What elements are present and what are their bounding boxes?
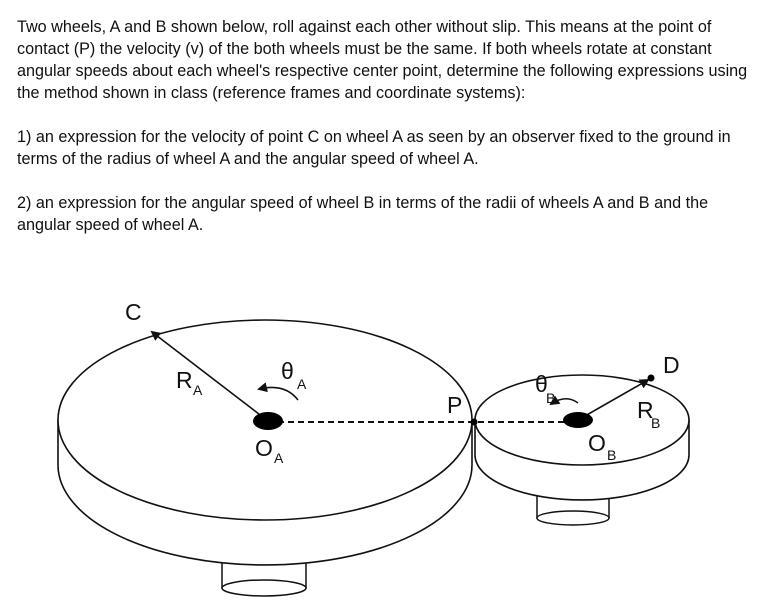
center-a-dot bbox=[253, 412, 283, 430]
label-theta-b-sub: B bbox=[546, 390, 556, 406]
question-2: 2) an expression for the angular speed of wheel B in terms of the radii of wheels A and B and the angular speed of wheel A. bbox=[17, 194, 709, 234]
label-center-b: O bbox=[588, 430, 606, 456]
label-radius-b: R bbox=[637, 397, 654, 423]
label-theta-b: θ bbox=[535, 371, 548, 397]
point-d-dot bbox=[648, 375, 655, 382]
label-center-b-sub: B bbox=[607, 447, 617, 463]
problem-intro: Two wheels, A and B shown below, roll against each other without slip. This means at the point of contact (P) the velocity (v) of the both wheels must be the same. If both wheels rotate at constant angular speeds about each wheel's respective center point, determine the following expressions using the method shown in class (reference frames and coordinate systems): bbox=[17, 18, 748, 102]
label-d: D bbox=[663, 352, 680, 378]
label-center-a-sub: A bbox=[274, 450, 284, 466]
label-theta-a: θ bbox=[281, 358, 294, 384]
label-theta-a-sub: A bbox=[297, 376, 307, 392]
label-center-a: O bbox=[255, 435, 273, 461]
label-radius-a-sub: A bbox=[193, 382, 203, 398]
label-radius-b-sub: B bbox=[651, 415, 661, 431]
question-1: 1) an expression for the velocity of point C on wheel A as seen by an observer fixed to the ground in terms of the radius of wheel A and the angular speed of wheel A. bbox=[17, 128, 731, 168]
wheel-b bbox=[475, 375, 689, 500]
label-radius-a: R bbox=[176, 367, 193, 393]
center-b-dot bbox=[563, 412, 593, 428]
label-p: P bbox=[447, 392, 463, 418]
label-c: C bbox=[125, 299, 142, 325]
point-p-dot bbox=[471, 419, 478, 426]
